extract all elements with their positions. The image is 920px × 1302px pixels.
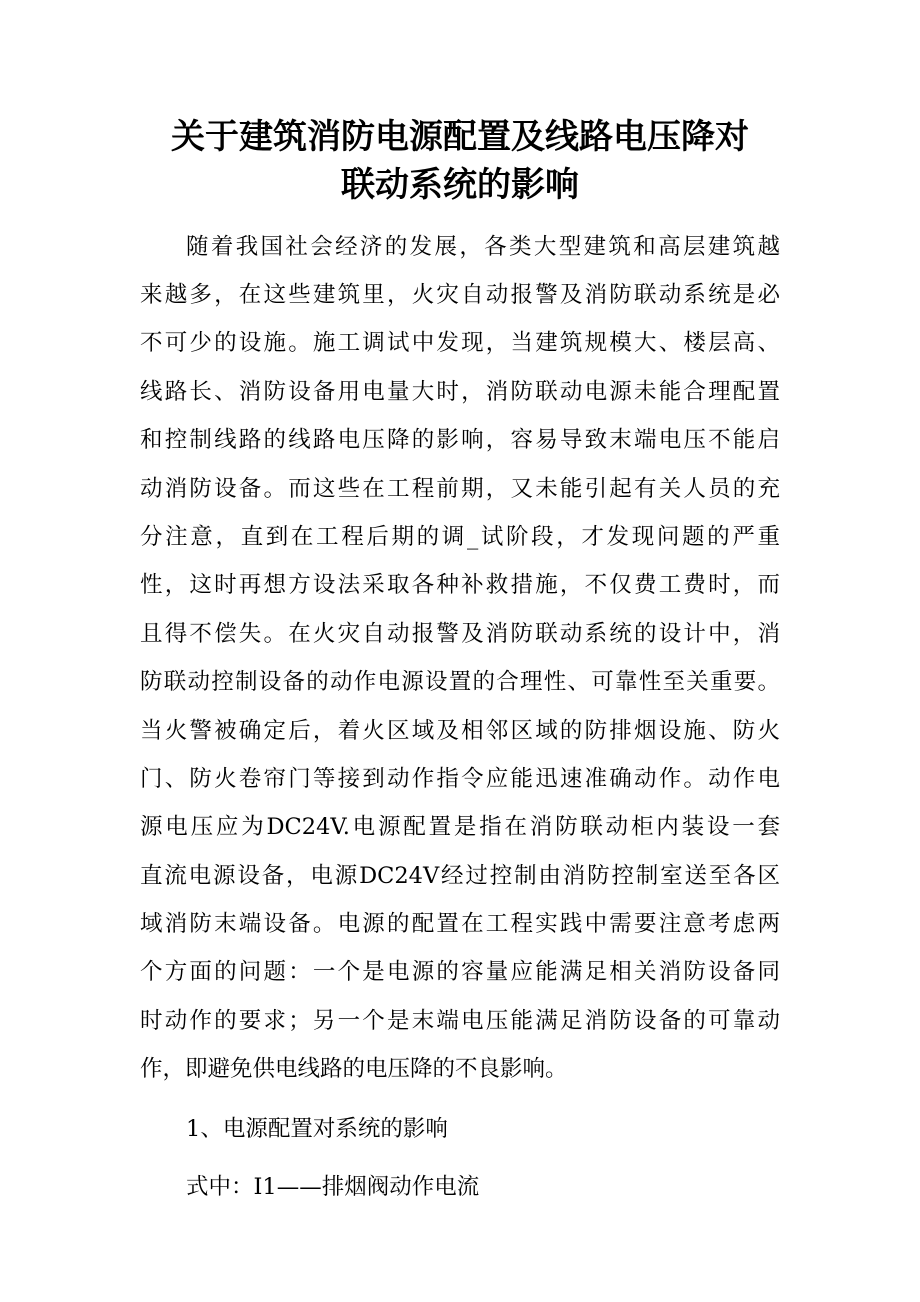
paragraph-line: 动消防设备。而这些在工程前期，又未能引起有关人员的充 (140, 476, 780, 502)
paragraph-line: 和控制线路的线路电压降的影响，容易导致末端电压不能启 (140, 427, 780, 453)
paragraph-line: 源电压应为DC24V.电源配置是指在消防联动柜内装设一套 (140, 814, 780, 840)
document-title-line-2: 联动系统的影响 (341, 165, 579, 205)
paragraph-line: 作，即避免供电线路的电压降的不良影响。 (140, 1056, 568, 1082)
paragraph-line: 性，这时再想方设法采取各种补救措施，不仅费工费时，而 (140, 572, 780, 598)
paragraph-line: 线路长、消防设备用电量大时，消防联动电源未能合理配置 (140, 379, 780, 405)
paragraph-line: 随着我国社会经济的发展，各类大型建筑和高层建筑越 (186, 234, 780, 260)
paragraph-line: 当火警被确定后，着火区域及相邻区域的防排烟设施、防火 (140, 718, 780, 744)
paragraph-line: 直流电源设备，电源DC24V经过控制由消防控制室送至各区 (140, 863, 780, 889)
paragraph-line: 时动作的要求；另一个是末端电压能满足消防设备的可靠动 (140, 1008, 780, 1034)
paragraph-line: 防联动控制设备的动作电源设置的合理性、可靠性至关重要。 (140, 669, 780, 695)
paragraph-line: 个方面的问题：一个是电源的容量应能满足相关消防设备同 (140, 959, 780, 985)
paragraph-line: 来越多，在这些建筑里，火灾自动报警及消防联动系统是必 (140, 282, 780, 308)
formula-note: 式中：I1——排烟阀动作电流 (186, 1174, 480, 1200)
paragraph-line: 不可少的设施。施工调试中发现，当建筑规模大、楼层高、 (140, 330, 780, 356)
paragraph-line: 域消防末端设备。电源的配置在工程实践中需要注意考虑两 (140, 911, 780, 937)
paragraph-line: 分注意，直到在工程后期的调_试阶段，才发现问题的严重 (140, 524, 780, 550)
paragraph-line: 门、防火卷帘门等接到动作指令应能迅速准确动作。动作电 (140, 766, 780, 792)
document-title-line-1: 关于建筑消防电源配置及线路电压降对 (171, 117, 749, 157)
paragraph-line: 且得不偿失。在火灾自动报警及消防联动系统的设计中，消 (140, 621, 780, 647)
section-heading: 1、电源配置对系统的影响 (186, 1116, 448, 1142)
